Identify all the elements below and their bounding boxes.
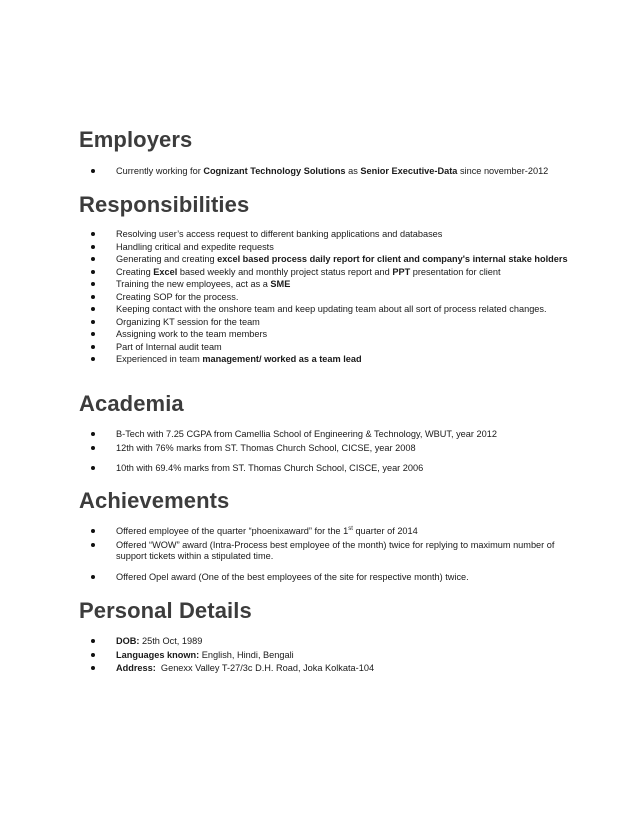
list-item [0,229,638,241]
superscript: st [348,526,353,532]
list-item [0,463,638,475]
item-text: Offered employee of the quarter “phoenixaward” for the 1 [116,526,349,536]
item-text: Creating SOP for the process. [116,291,239,302]
achievements-list [0,526,638,583]
job-title: Senior Executive-Data [360,166,458,176]
item-bold: PPT [392,266,411,277]
item-text: Offered Opel award (One of the best employees of the site for respective month) twice. [116,571,469,582]
responsibilities-list [0,229,638,367]
item-text: Currently working for [116,166,204,176]
item-text: Part of Internal audit team [116,341,222,352]
bullet-icon [91,270,95,274]
bullet-icon [91,575,95,579]
item-bold: SME [270,279,291,289]
item-text: Offered “WOW” award (Intra-Process best employee of the month) twice for replying to maximum number of support tickets within a stipulated time. [116,539,555,561]
item-text: Resolving user’s access request to different banking applications and databases [116,229,443,239]
bullet-icon [91,543,95,547]
item-text: 12th with 76% marks from ST. Thomas Church School, CICSE, year 2008 [116,442,416,453]
list-item [0,279,638,291]
detail-value: 25th Oct, 1989 [139,636,203,646]
employers-list [0,166,638,178]
list-item [0,572,638,584]
bullet-icon [91,257,95,261]
item-bold: Excel [153,266,178,277]
bullet-icon [91,345,95,349]
bullet-icon [91,232,95,236]
bullet-icon [91,529,95,533]
list-item [0,342,638,354]
list-item [0,443,638,455]
list-item [0,650,638,662]
item-text: based weekly and monthly project status report and [177,266,393,277]
list-item [0,636,638,648]
list-item [0,267,638,279]
bullet-icon [91,307,95,311]
list-item [0,663,638,675]
list-item [0,304,638,316]
bullet-icon [91,432,95,436]
bullet-icon [91,282,95,286]
item-text: as [345,166,361,176]
detail-label: Address: [116,663,156,673]
list-item [0,354,638,366]
detail-value: English, Hindi, Bengali [199,649,294,660]
bullet-icon [91,169,95,173]
list-item [0,429,638,441]
item-text: since november-2012 [457,166,549,176]
personal-details-list [0,636,638,675]
bullet-icon [91,295,95,299]
item-text: Assigning work to the team members [116,329,268,339]
item-text: presentation for client [410,266,501,277]
academia-heading: Academia [79,391,184,416]
list-item [0,317,638,329]
item-text: Experienced in team [116,354,203,364]
list-item [0,166,638,178]
detail-label: DOB: [116,636,140,646]
list-item [0,329,638,341]
item-bold: excel based process daily report for client and company's internal stake holders [217,254,568,264]
personal-details-heading: Personal Details [79,598,252,623]
list-item [0,540,638,563]
list-item [0,242,638,254]
item-bold: management/ worked as a team lead [202,354,362,364]
item-text: 10th with 69.4% marks from ST. Thomas Church School, CISCE, year 2006 [116,463,424,473]
list-item [0,526,638,538]
item-text: B-Tech with 7.25 CGPA from Camellia School of Engineering & Technology, WBUT, year 2012 [116,429,497,439]
responsibilities-heading: Responsibilities [79,192,250,217]
bullet-icon [91,446,95,450]
item-text: Creating [116,266,154,277]
item-text: Keeping contact with the onshore team and keep updating team about all sort of process related changes. [116,304,547,314]
detail-label: Languages known: [116,649,200,660]
bullet-icon [91,653,95,657]
item-text: quarter of 2014 [352,526,418,536]
bullet-icon [91,639,95,643]
bullet-icon [91,245,95,249]
academia-list [0,429,638,475]
list-item [0,292,638,304]
item-text: Organizing KT session for the team [116,316,260,327]
detail-value: Genexx Valley T-27/3c D.H. Road, Joka Kolkata-104 [155,663,375,673]
item-text: Handling critical and expedite requests [116,241,274,252]
achievements-heading: Achievements [79,488,230,513]
bullet-icon [91,357,95,361]
bullet-icon [91,320,95,324]
bullet-icon [91,666,95,670]
company-name: Cognizant Technology Solutions [203,166,346,176]
employers-heading: Employers [79,127,193,152]
bullet-icon [91,332,95,336]
list-item [0,254,638,266]
item-text: Training the new employees, act as a [116,279,271,289]
bullet-icon [91,466,95,470]
item-text: Generating and creating [116,254,218,264]
